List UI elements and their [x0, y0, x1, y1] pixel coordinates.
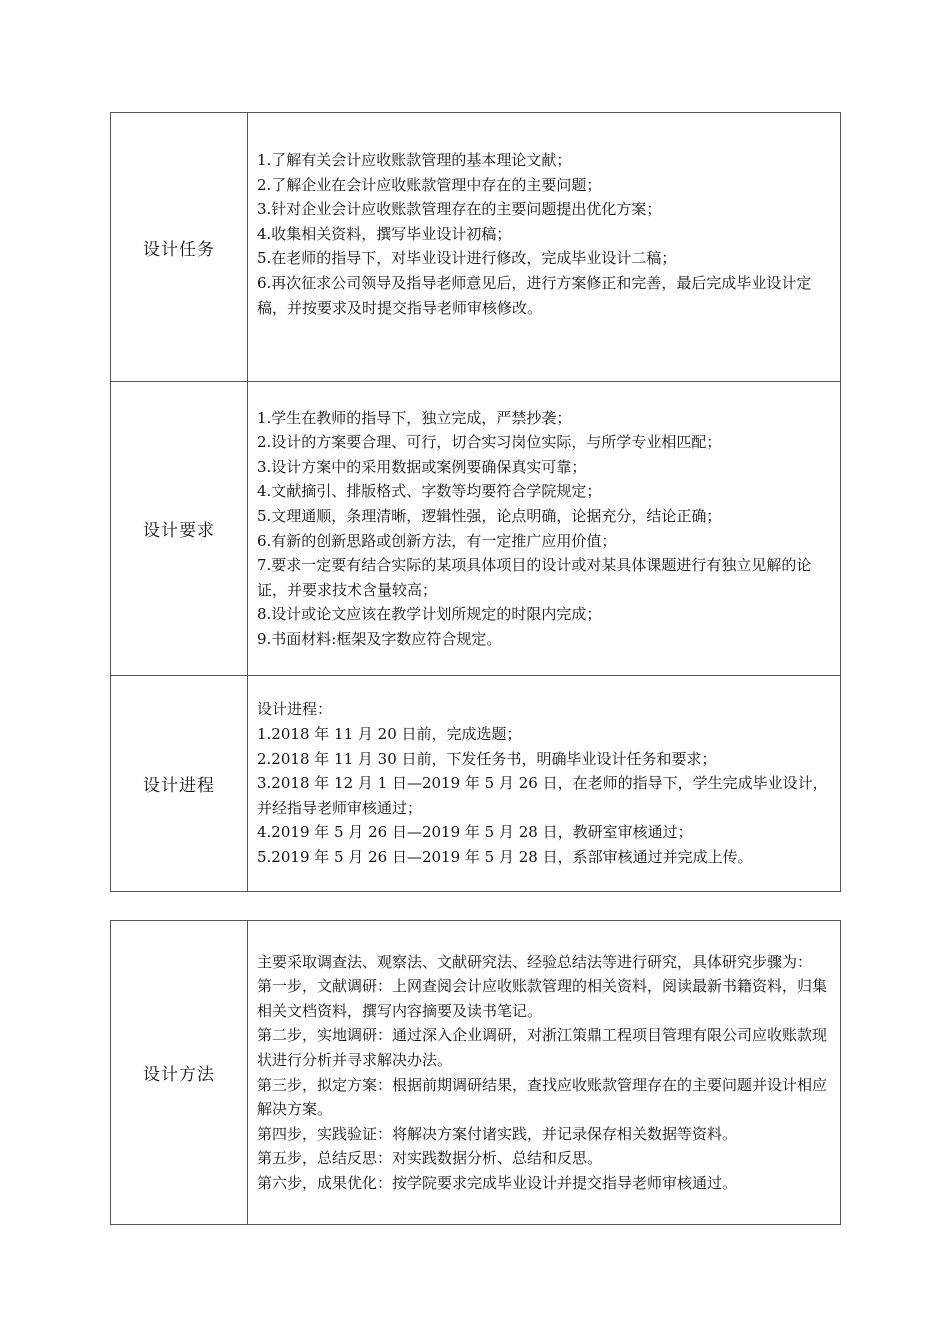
- list-item: 主要采取调查法、观察法、文献研究法、经验总结法等进行研究，具体研究步骤为：: [257, 952, 813, 971]
- row-design-schedule: [111, 676, 841, 892]
- list-item: 9.书面材料:框架及字数应符合规定。: [257, 629, 502, 648]
- row-content: [248, 382, 841, 676]
- row-label: 设计任务: [111, 113, 248, 382]
- list-item: 1.学生在教师的指导下，独立完成，严禁抄袭；: [257, 408, 572, 427]
- list-item: 4.收集相关资料，撰写毕业设计初稿；: [257, 224, 512, 243]
- list-item: 第三步，拟定方案：根据前期调研结果，查找应收账款管理存在的主要问题并设计相应解决方案。: [257, 1075, 828, 1119]
- list-item: 3.针对企业会计应收账款管理存在的主要问题提出优化方案；: [257, 200, 662, 219]
- row-label: 设计要求: [111, 382, 248, 676]
- list-item: 设计进程：: [257, 700, 333, 719]
- list-item: 5.在老师的指导下，对毕业设计进行修改，完成毕业设计二稿；: [257, 249, 677, 268]
- list-item: 6.有新的创新思路或创新方法，有一定推广应用价值；: [257, 531, 617, 550]
- row-design-task: [111, 113, 841, 382]
- list-item: 3.2018 年 12 月 1 日—2019 年 5 月 26 日，在老师的指导下，学生完成毕业设计，并经指导老师审核通过；: [257, 774, 828, 817]
- row-design-method: [111, 921, 841, 1225]
- list-item: 2.设计的方案要合理、可行，切合实习岗位实际，与所学专业相匹配；: [257, 433, 722, 452]
- row-design-requirements: [111, 382, 841, 676]
- list-item: 4.2019 年 5 月 26 日—2019 年 5 月 28 日，教研室审核通过；: [257, 823, 693, 842]
- list-item: 4.文献摘引、排版格式、字数等均要符合学院规定；: [257, 482, 602, 501]
- list-item: 第六步，成果优化：按学院要求完成毕业设计并提交指导老师审核通过。: [257, 1173, 738, 1192]
- list-item: 7.要求一定要有结合实际的某项具体项目的设计或对某具体课题进行有独立见解的论证，并要求技术含量较高；: [257, 556, 812, 599]
- row-content: [248, 921, 841, 1225]
- design-method-table: [110, 920, 841, 1225]
- row-label: 设计进程: [111, 676, 248, 892]
- list-item: 1.2018 年 11 月 20 日前，完成选题；: [257, 725, 522, 744]
- list-item: 6.再次征求公司领导及指导老师意见后，进行方案修正和完善，最后完成毕业设计定稿，并按要求及时提交指导老师审核修改。: [257, 273, 812, 317]
- list-item: 5.文理通顺，条理清晰，逻辑性强，论点明确，论据充分，结论正确；: [257, 506, 722, 525]
- row-content: [248, 676, 841, 892]
- list-item: 8.设计或论文应该在教学计划所规定的时限内完成；: [257, 605, 602, 624]
- list-item: 第四步，实践验证：将解决方案付诸实践，并记录保存相关数据等资料。: [257, 1124, 738, 1143]
- list-item: 1.了解有关会计应收账款管理的基本理论文献；: [257, 151, 572, 169]
- list-item: 第五步，总结反思：对实践数据分析、总结和反思。: [257, 1149, 603, 1168]
- design-info-table: [110, 112, 841, 892]
- list-item: 3.设计方案中的采用数据或案例要确保真实可靠；: [257, 457, 587, 476]
- row-label: 设计方法: [111, 921, 248, 1225]
- list-item: 2.了解企业在会计应收账款管理中存在的主要问题；: [257, 175, 602, 194]
- row-content: [248, 113, 841, 382]
- list-item: 第二步，实地调研：通过深入企业调研，对浙江策鼎工程项目管理有限公司应收账款现状进行分析并寻求解决办法。: [257, 1026, 828, 1069]
- list-item: 2.2018 年 11 月 30 日前，下发任务书，明确毕业设计任务和要求；: [257, 749, 717, 768]
- list-item: 第一步，文献调研：上网查阅会计应收账款管理的相关资料，阅读最新书籍资料，归集相关文档资料，撰写内容摘要及读书笔记。: [257, 977, 828, 1020]
- list-item: 5.2019 年 5 月 26 日—2019 年 5 月 28 日，系部审核通过并完成上传。: [257, 847, 753, 866]
